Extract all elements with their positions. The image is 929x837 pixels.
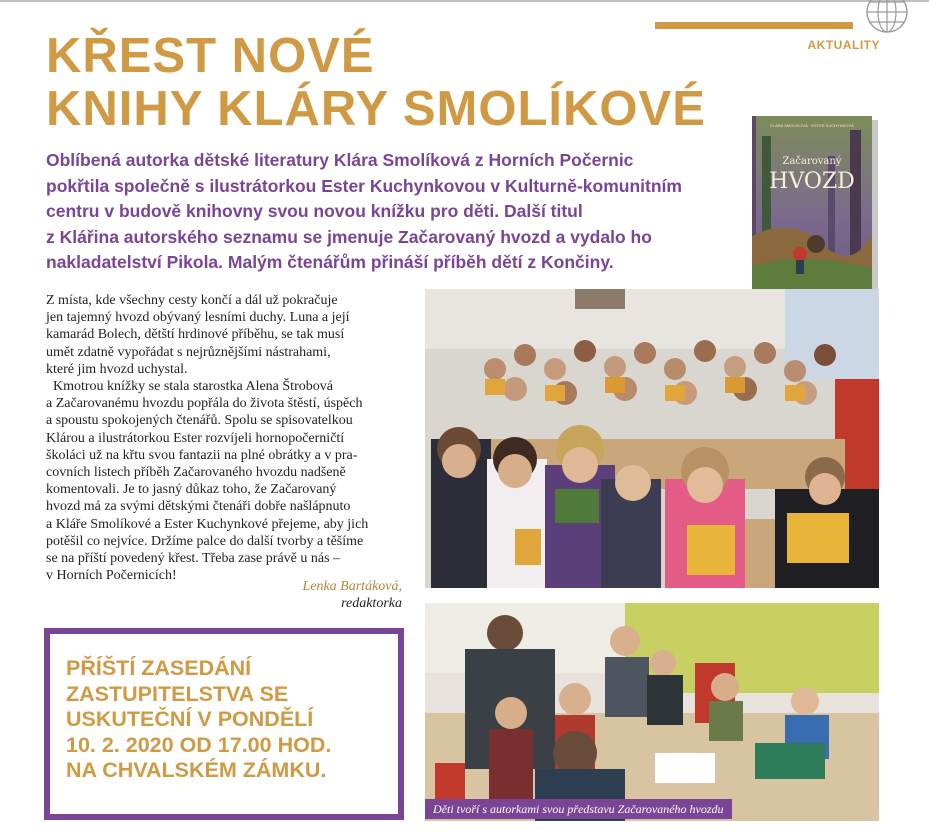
body-line: v Horních Počernicích! xyxy=(46,568,177,584)
body-line: hvozd má za svými dětskými čtenáři dobře našlápnuto xyxy=(46,499,351,515)
body-line: umět zdatně vypořádat s nejrůznějšími nástrahami, xyxy=(46,344,331,360)
lead-line: Oblíbená autorka dětské literatury Klára Smolíková z Horních Počernic xyxy=(46,150,634,170)
article-lead xyxy=(46,148,758,276)
body-line: Kmotrou knížky se stala starostka Alena Štrobová xyxy=(46,379,333,395)
photo-children-drawing xyxy=(425,603,879,821)
section-label: AKTUALITY xyxy=(807,38,880,52)
article-signature xyxy=(230,578,402,612)
globe-icon xyxy=(862,0,912,36)
body-line: a Kláře Smolíkové a Ester Kuchynkové přejeme, aby jich xyxy=(46,516,369,532)
author-name: Lenka Bartáková, xyxy=(302,579,402,594)
top-rule xyxy=(0,0,929,2)
body-line: kamarád Bolech, dětští hrdinové příběhu, se tak musí xyxy=(46,327,345,343)
book-author-line: KLÁRA SMOLÍKOVÁ · ESTER KUCHYNKOVÁ xyxy=(770,123,854,128)
council-meeting-notice xyxy=(44,628,404,820)
notice-line: USKUTEČNÍ V PONDĚLÍ xyxy=(66,707,314,731)
headline-line: KNIHY KLÁRY SMOLÍKOVÉ xyxy=(46,82,706,136)
body-line: jen tajemný hvozd obývaný lesními duchy. Luna a její xyxy=(46,310,350,326)
body-line: potěšil co nejvíce. Držíme palce do další tvorby a těšíme xyxy=(46,533,364,549)
notice-text xyxy=(66,656,331,784)
photo-caption: Děti tvoří s autorkami svou představu Začarovaného hvozdu xyxy=(425,799,732,819)
lead-line: nakladatelství Pikola. Malým čtenářům přináší příběh dětí z Končiny. xyxy=(46,252,614,272)
notice-line: NA CHVALSKÉM ZÁMKU. xyxy=(66,758,327,782)
headline-line: KŘEST NOVÉ xyxy=(46,29,375,83)
body-line: Klárou a ilustrátorkou Ester rozvíjeli hornopočerničtí xyxy=(46,430,345,446)
body-line: se na příští povedený křest. Třeba zase právě u nás – xyxy=(46,551,341,567)
body-line: školáci už na křtu svou fantazii na plné obrátky a v pra- xyxy=(46,447,358,463)
body-line: Z místa, kde všechny cesty končí a dál už pokračuje xyxy=(46,293,338,308)
author-role: redaktorka xyxy=(341,596,402,611)
lead-line: z Klářina autorského seznamu se jmenuje Začarovaný hvozd a vydalo ho xyxy=(46,226,652,247)
body-line: a Začarovanému hvozdu popřála do života štěstí, úspěch xyxy=(46,396,363,412)
article-body xyxy=(46,292,404,584)
photo-children-with-books xyxy=(425,289,879,588)
body-line: a spoustu spokojených čtenářů. Spolu se spisovatelkou xyxy=(46,413,353,429)
book-title-main: HVOZD xyxy=(769,169,855,194)
book-title-top: Začarovaný xyxy=(782,156,842,167)
article-headline xyxy=(46,30,806,136)
notice-line: 10. 2. 2020 OD 17.00 HOD. xyxy=(66,732,332,757)
body-line: komentovali. Je to jasný důkaz toho, že Začarovaný xyxy=(46,482,337,498)
lead-line: centru v budově knihovny svou novou knížku pro děti. Další titul xyxy=(46,201,583,221)
lead-line: pokřtila společně s ilustrátorkou Ester Kuchynkovou v Kulturně-komunitním xyxy=(46,175,682,196)
book-cover-image xyxy=(752,116,880,304)
body-line: covních listech příběh Začarovaného hvozdu nadšeně xyxy=(46,465,346,481)
body-line: které jim hvozd uchystal. xyxy=(46,361,188,377)
section-rule xyxy=(655,22,853,29)
notice-line: PŘÍŠTÍ ZASEDÁNÍ xyxy=(66,656,252,680)
notice-line: ZASTUPITELSTVA SE xyxy=(66,681,289,706)
